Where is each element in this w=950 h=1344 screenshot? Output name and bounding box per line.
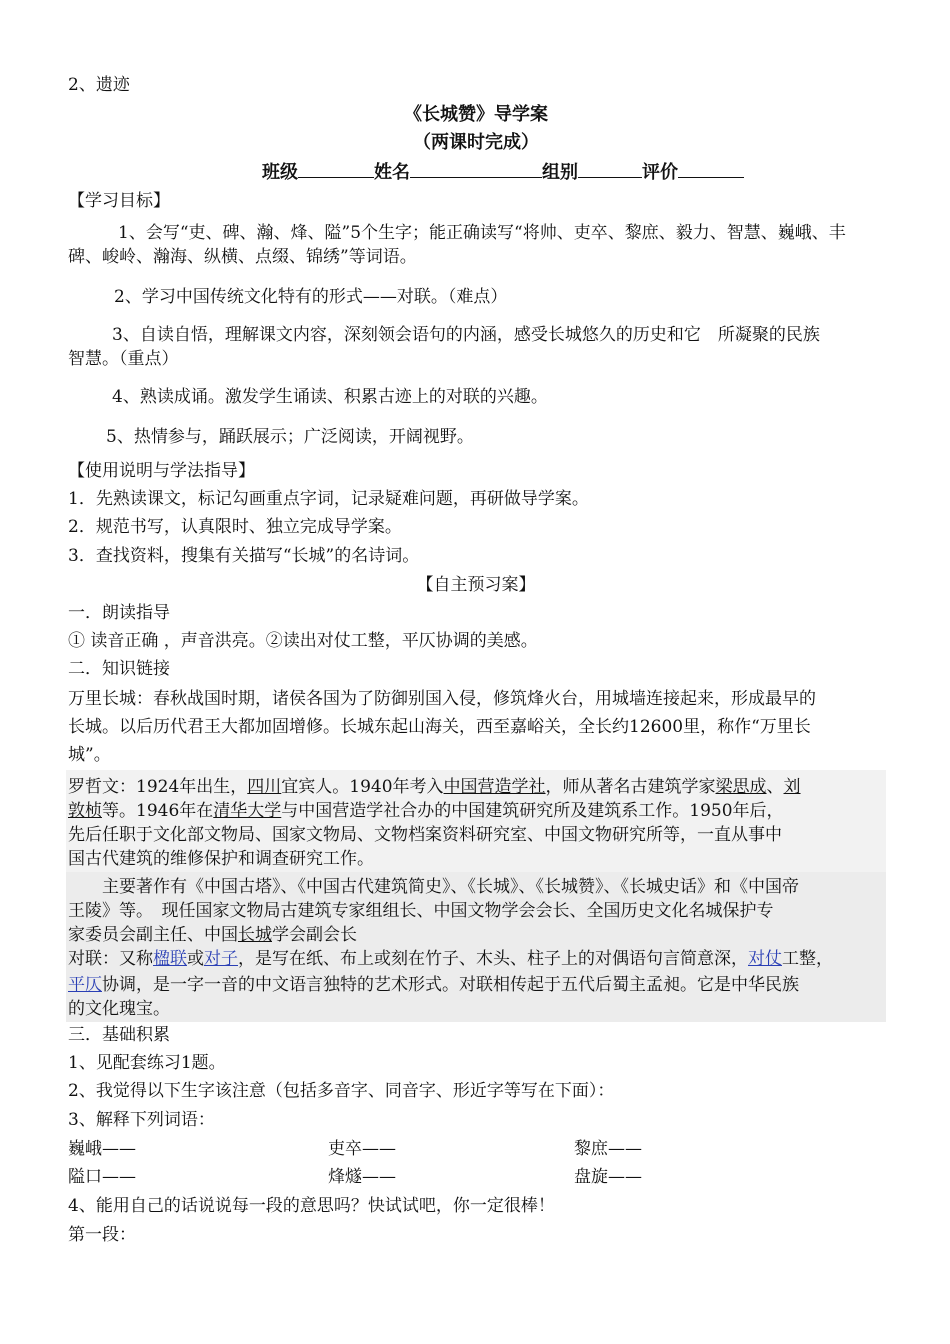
word-4: 隘口—— <box>68 1167 136 1187</box>
luo-text: 与中国营造学社合办的中国建筑研究所及建筑系工作。1950年后， <box>281 801 784 821</box>
liang-link[interactable]: 梁思成 <box>715 777 767 797</box>
basic-item-4: 4、能用自己的话说说每一段的意思吗？快试试吧，你一定很棒！ <box>68 1196 555 1216</box>
eval-field[interactable] <box>678 159 744 178</box>
name-field[interactable] <box>410 159 542 178</box>
liu-link-part-1[interactable]: 刘 <box>783 777 801 797</box>
class-label: 班级 <box>262 162 298 183</box>
basic-item-1: 1、见配套练习1题。 <box>68 1053 226 1073</box>
luo-line-4: 国古代建筑的维修保护和调查研究工作。 <box>68 849 374 869</box>
goal-3-line-1: 3、自读自悟，理解课文内容，深刻领会语句的内涵，感受长城悠久的历史和它 所凝聚的民族 <box>112 325 820 345</box>
luo-line-7 <box>68 922 884 948</box>
goal-5: 5、热情参与，踊跃展示；广泛阅读，开阔视野。 <box>106 427 474 447</box>
great-wall-line-1: 万里长城：春秋战国时期，诸侯各国为了防御别国入侵，修筑烽火台，用城墙连接起来，形成最早的 <box>68 689 816 709</box>
couplet-line-1 <box>68 946 884 972</box>
goal-1-line-1: 1、会写“吏、碑、瀚、烽、隘”5个生字；能正确读写“将帅、吏卒、黎庶、毅力、智慧、巍峨、丰 <box>118 223 846 243</box>
guide-heading: 【使用说明与学法指导】 <box>68 461 255 481</box>
guide-item-1: 1．先熟读课文，标记勾画重点字词，记录疑难问题，再研做导学案。 <box>68 489 589 509</box>
great-wall-line-3: 城”。 <box>68 745 111 765</box>
luo-line-3: 先后任职于文化部文物局、国家文物局、文物档案资料研究室、中国文物研究所等，一直从事中 <box>68 825 782 845</box>
goal-1-line-2: 碑、峻岭、瀚海、纵横、点缀、锦绣”等词语。 <box>68 247 417 267</box>
guide-item-3: 3．查找资料，搜集有关描写“长城”的名诗词。 <box>68 546 420 566</box>
doc-subtitle: （两课时完成） <box>413 132 539 153</box>
duizi-link[interactable]: 对子 <box>204 949 238 969</box>
sichuan-link[interactable]: 四川 <box>247 777 282 797</box>
word-2: 吏卒—— <box>328 1139 396 1159</box>
couplet-text: 对联：又称 <box>68 949 153 969</box>
paragraph-1-label: 第一段： <box>68 1225 136 1245</box>
yinglian-link[interactable]: 楹联 <box>153 949 187 969</box>
luo-text: 宜宾人。1940年考入 <box>281 777 444 797</box>
luo-line-2 <box>68 798 884 824</box>
goal-3-line-2: 智慧。（重点） <box>68 349 179 369</box>
luo-text: 罗哲文：1924年出生， <box>68 777 248 797</box>
couplet-text: ，是写在纸、布上或刻在竹子、木头、柱子上的对偶语句言简意深， <box>238 949 748 969</box>
word-3: 黎庶—— <box>574 1139 642 1159</box>
word-1: 巍峨—— <box>68 1139 136 1159</box>
group-label: 组别 <box>542 162 578 183</box>
luo-text: 家委员会副主任、中国 <box>68 925 238 945</box>
couplet-text: 或 <box>187 949 204 969</box>
basic-item-2: 2、我觉得以下生字该注意（包括多音字、同音字、形近字等写在下面）： <box>68 1081 615 1101</box>
couplet-line-3: 的文化瑰宝。 <box>68 999 170 1019</box>
luo-text: ，师从著名古建筑学家 <box>545 777 716 797</box>
luo-line-1 <box>68 774 884 800</box>
qinghua-link[interactable]: 清华大学 <box>213 801 282 821</box>
couplet-line-2 <box>68 972 884 998</box>
top-note: 2、遗迹 <box>68 75 130 95</box>
changcheng-link[interactable]: 长城 <box>238 925 272 945</box>
eval-label: 评价 <box>642 162 678 183</box>
word-6: 盘旋—— <box>574 1167 642 1187</box>
section-2-title: 二．知识链接 <box>68 659 170 679</box>
goal-2: 2、学习中国传统文化特有的形式——对联。（难点） <box>114 287 508 307</box>
great-wall-line-2: 长城。以后历代君王大都加固增修。长城东起山海关，西至嘉峪关，全长约12600里，称作“万里长 <box>68 717 811 737</box>
name-label: 姓名 <box>374 162 410 183</box>
class-field[interactable] <box>298 159 374 178</box>
goals-heading: 【学习目标】 <box>68 191 170 211</box>
couplet-text: 工整， <box>782 949 833 969</box>
doc-title: 《长城赞》导学案 <box>404 104 548 125</box>
section-3-title: 三．基础积累 <box>68 1025 170 1045</box>
group-field[interactable] <box>578 159 642 178</box>
section-1-title: 一．朗读指导 <box>68 603 170 623</box>
student-info-form <box>262 159 882 186</box>
couplet-text: 协调，是一字一音的中文语言独特的艺术形式。对联相传起于五代后蜀主孟昶。它是中华民族 <box>102 975 799 995</box>
yingzao-link[interactable]: 中国营造学社 <box>443 777 546 797</box>
liu-link-part-2[interactable]: 敦桢 <box>68 801 102 821</box>
luo-text: 学会副会长 <box>272 925 357 945</box>
section-1-text: ① 读音正确 ，声音洪亮。②读出对仗工整，平仄协调的美感。 <box>68 631 538 651</box>
luo-text: 、 <box>766 777 784 797</box>
luo-line-6: 王陵》等。 现任国家文物局古建筑专家组组长、中国文物学会会长、全国历史文化名城保护专 <box>68 901 774 921</box>
basic-item-3: 3、解释下列词语： <box>68 1110 215 1130</box>
goal-4: 4、熟读成诵。激发学生诵读、积累古迹上的对联的兴趣。 <box>112 387 548 407</box>
preview-heading: 【自主预习案】 <box>416 575 536 595</box>
luo-text: 等。1946年在 <box>102 801 214 821</box>
luo-line-5: 主要著作有《中国古塔》、《中国古代建筑简史》、《长城》、《长城赞》、《长城史话》和《中国帝 <box>102 877 799 897</box>
pingze-link[interactable]: 平仄 <box>68 975 102 995</box>
word-5: 烽燧—— <box>328 1167 396 1187</box>
duizhang-link[interactable]: 对仗 <box>748 949 782 969</box>
guide-item-2: 2．规范书写，认真限时、独立完成导学案。 <box>68 517 402 537</box>
